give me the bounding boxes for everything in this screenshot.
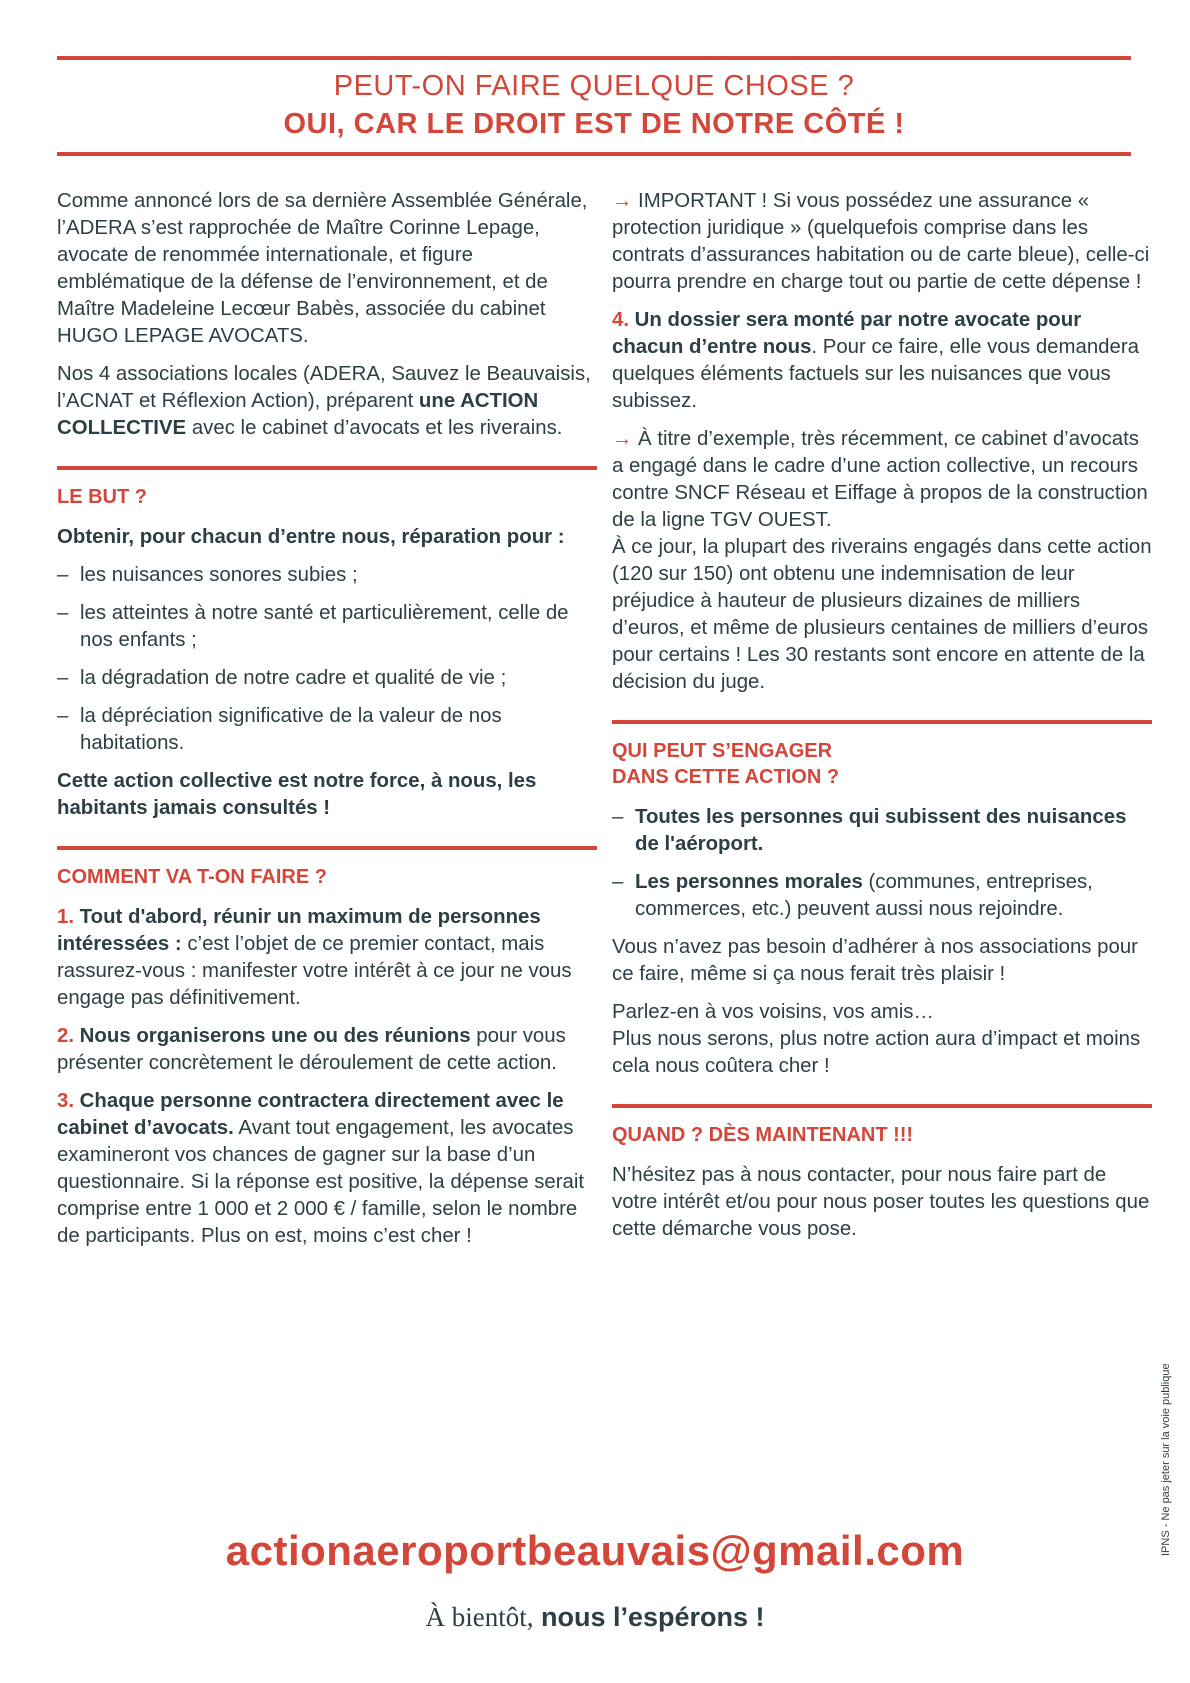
dash-bullet: – [57, 705, 69, 727]
example-paragraph [612, 426, 1152, 534]
list-item-text: la dépréciation significative de la valeur de nos habitations. [80, 705, 502, 754]
example-results: À ce jour, la plupart des riverains engagés dans cette action (120 sur 150) ont obtenu une indemnisation de leur préjudice à hauteur de plusieurs dizaines de milliers d’euros, et même de plusieurs centaines de milliers d’euros pour certains ! Les 30 restants sont encore en attente de la décision du juge. [612, 536, 1152, 693]
qui-list [612, 804, 1152, 923]
step-3 [57, 1088, 597, 1250]
list-item-text: les atteintes à notre santé et particulièrement, celle de nos enfants ; [80, 602, 569, 651]
section-qui-title-line1: QUI PEUT S’ENGAGER [612, 740, 833, 762]
header-answer: OUI, CAR LE DROIT EST DE NOTRE CÔTÉ ! [283, 108, 905, 140]
associations-text: Nos 4 associations locales (ADERA, Sauvez le Beauvaisis, l’ACNAT et Réflexion Action), préparent [57, 363, 591, 412]
section-comment-heading [57, 846, 597, 890]
header-bottom-rule [57, 152, 1131, 156]
parlez-line1: Parlez-en à vos voisins, vos amis… [612, 1001, 934, 1023]
list-item [57, 665, 597, 692]
step-number: 3. [57, 1090, 75, 1112]
step-text: c’est l’objet de ce premier contact, mais rassurez-vous : manifester votre intérêt à ce jour ne vous engage pas définitivement. [57, 933, 572, 1009]
right-column [612, 188, 1152, 1254]
contact-email[interactable]: actionaeroportbeauvais@gmail.com [225, 1527, 965, 1574]
signoff [0, 1602, 1190, 1633]
list-item [57, 600, 597, 654]
dash-bullet: – [57, 667, 69, 689]
list-item-text: les nuisances sonores subies ; [80, 564, 358, 586]
section-quand-title: QUAND ? DÈS MAINTENANT !!! [612, 1124, 914, 1146]
step-number: 4. [612, 309, 630, 331]
parlez-line2: Plus nous serons, plus notre action aura d’impact et moins cela nous coûtera cher ! [612, 1028, 1141, 1077]
quand-paragraph: N’hésitez pas à nous contacter, pour nous faire part de votre intérêt et/ou pour nous poser toutes les questions que cette démarche vous pose. [612, 1164, 1150, 1240]
step-text: Avant tout engagement, les avocates examineront vos chances de gagner sur la base d’un questionnaire. Si la réponse est positive, la dépense serait comprise entre 1 000 et 2 000 € / famille, selon le nombre de participants. Plus on est, moins c’est cher ! [57, 1117, 585, 1247]
step-1 [57, 904, 597, 1012]
list-item-emphasis: Les personnes morales [635, 871, 863, 893]
but-closing: Cette action collective est notre force, à nous, les habitants jamais consultés ! [57, 770, 537, 819]
important-paragraph [612, 188, 1152, 296]
list-item [612, 869, 1152, 923]
important-text: IMPORTANT ! Si vous possédez une assurance « protection juridique » (quelquefois comprise dans les contrats d’assurances habitation ou de carte bleue), celle-ci pourra prendre en charge tout ou partie de cette dépense ! [612, 190, 1150, 293]
action-collective-emphasis: une ACTION COLLECTIVE [57, 390, 539, 439]
dash-bullet: – [57, 564, 69, 586]
arrow-right-icon: → [612, 428, 633, 450]
adherer-paragraph: Vous n’avez pas besoin d’adhérer à nos associations pour ce faire, même si ça nous ferait très plaisir ! [612, 936, 1138, 985]
section-quand-heading [612, 1104, 1152, 1148]
section-comment-title: COMMENT VA T-ON FAIRE ? [57, 866, 327, 888]
dash-bullet: – [612, 871, 624, 893]
but-list [57, 562, 597, 757]
associations-paragraph [57, 361, 597, 442]
ipns-notice: IPNS - Ne pas jeter sur la voie publique [1160, 1363, 1172, 1556]
associations-text-end: avec le cabinet d’avocats et les riverains. [186, 417, 563, 439]
list-item-text: (communes, entreprises, commerces, etc.) peuvent aussi nous rejoindre. [635, 871, 1093, 920]
list-item-text: Toutes les personnes qui subissent des nuisances de l'aéroport. [635, 806, 1127, 855]
list-item [57, 562, 597, 589]
arrow-right-icon: → [612, 190, 633, 212]
list-item [57, 703, 597, 757]
section-but-heading [57, 466, 597, 510]
header-question: PEUT-ON FAIRE QUELQUE CHOSE ? [333, 70, 855, 102]
step-2 [57, 1023, 597, 1077]
signoff-greeting: À bientôt, [425, 1602, 534, 1632]
example-text: À titre d’exemple, très récemment, ce cabinet d’avocats a engagé dans le cadre d’une action collective, un recours contre SNCF Réseau et Eiffage à propos de la construction de la ligne TGV OUEST. [612, 428, 1148, 531]
dash-bullet: – [57, 602, 69, 624]
dash-bullet: – [612, 806, 624, 828]
step-text: . Pour ce faire, elle vous demandera quelques éléments factuels sur les nuisances que vous subissez. [612, 336, 1139, 412]
section-but-title: LE BUT ? [57, 486, 147, 508]
list-item-text: la dégradation de notre cadre et qualité de vie ; [80, 667, 507, 689]
section-qui-heading [612, 720, 1152, 790]
but-lead: Obtenir, pour chacun d’entre nous, réparation pour : [57, 526, 565, 548]
step-heading: Chaque personne contractera directement avec le cabinet d’avocats. [57, 1090, 564, 1139]
step-number: 1. [57, 906, 75, 928]
section-qui-title-line2: DANS CETTE ACTION ? [612, 766, 840, 788]
step-text: pour vous présenter concrètement le déroulement de cette action. [57, 1025, 566, 1074]
parlez-paragraph [612, 999, 1152, 1080]
top-rule [57, 56, 1131, 60]
step-4 [612, 307, 1152, 415]
step-heading: Un dossier sera monté par notre avocate pour chacun d’entre nous [612, 309, 1082, 358]
signoff-hope: nous l’espérons ! [533, 1602, 765, 1632]
left-column [57, 188, 597, 1261]
step-number: 2. [57, 1025, 75, 1047]
intro-paragraph: Comme annoncé lors de sa dernière Assemblée Générale, l’ADERA s’est rapprochée de Maître Corinne Lepage, avocate de renommée internationale, et figure emblématique de la défense de l’environnement, et de Maître Madeleine Lecœur Babès, associée du cabinet HUGO LEPAGE AVOCATS. [57, 190, 588, 347]
step-heading: Tout d'abord, réunir un maximum de personnes intéressées : [57, 906, 541, 955]
step-heading: Nous organiserons une ou des réunions [74, 1025, 471, 1047]
list-item [612, 804, 1152, 858]
